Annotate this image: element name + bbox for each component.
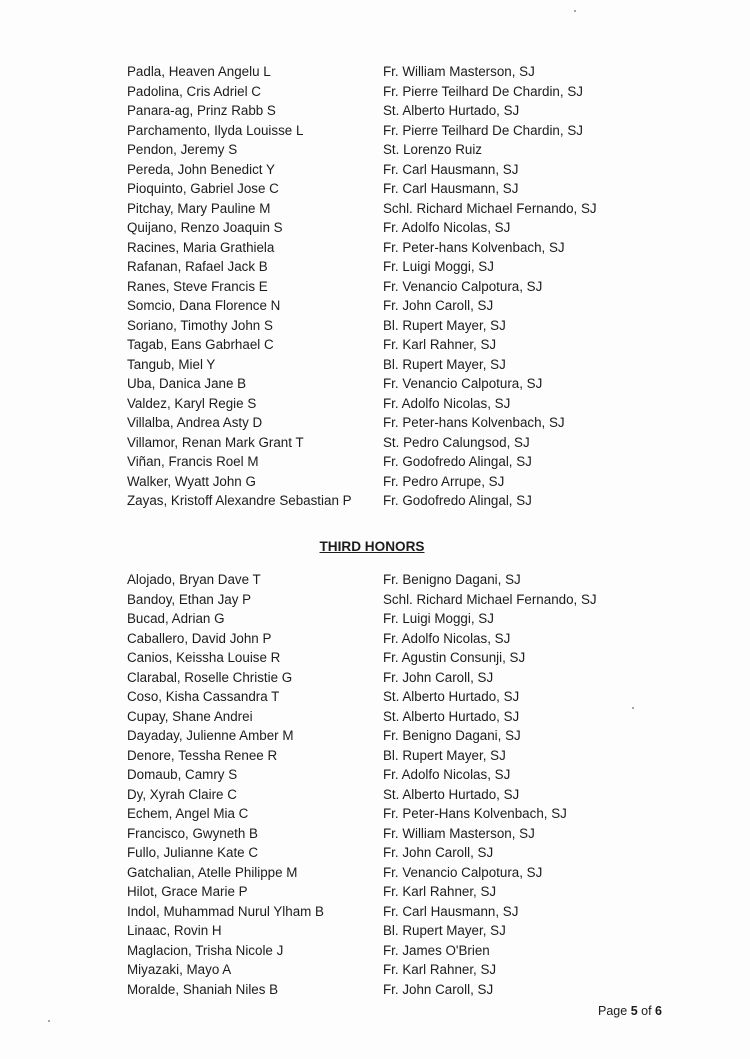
list-row [0, 160, 750, 180]
list-row [0, 316, 750, 336]
student-name: Canios, Keissha Louise R [127, 650, 281, 665]
student-name: Linaac, Rovin H [127, 923, 222, 938]
section-name: St. Lorenzo Ruiz [383, 142, 482, 157]
student-name: Dy, Xyrah Claire C [127, 786, 237, 802]
student-name: Valdez, Karyl Regie S [127, 395, 257, 411]
section-name: Fr. Venancio Calpotura, SJ [383, 278, 543, 294]
list-row [0, 433, 750, 453]
list-row [0, 590, 750, 610]
student-name: Alojado, Bryan Dave T [127, 572, 261, 587]
student-name: Walker, Wyatt John G [127, 473, 256, 489]
student-name: Tagab, Eans Gabrhael C [127, 337, 274, 352]
section-name: St. Pedro Calungsod, SJ [383, 434, 530, 450]
student-name: Coso, Kisha Cassandra T [127, 689, 280, 704]
student-name: Indol, Muhammad Nurul Ylham B [127, 903, 324, 919]
section-name: Fr. Venancio Calpotura, SJ [383, 864, 543, 880]
section-name: Fr. Karl Rahner, SJ [383, 337, 497, 352]
list-row [0, 570, 750, 590]
student-name: Denore, Tesshа Renee R [127, 747, 278, 763]
section-name: Fr. Benigno Dagani, SJ [383, 728, 521, 743]
student-name: Padolina, Cris Adriel C [127, 83, 261, 99]
section-name: Fr. Godofredo Alingal, SJ [383, 454, 532, 469]
section-name: St. Alberto Hurtado, SJ [383, 786, 520, 802]
section-name: Fr. Godofredo Alingal, SJ [383, 493, 532, 508]
list-row [0, 413, 750, 433]
student-name: Caballero, David John P [127, 630, 272, 646]
list-row [0, 765, 750, 785]
list-row [0, 394, 750, 414]
page-label: Page [598, 1004, 628, 1018]
student-name: Bandoy, Ethan Jay P [127, 591, 252, 607]
student-name: Cupay, Shane Andrei [127, 708, 253, 724]
list-row [0, 804, 750, 824]
section-name: Fr. Pedro Arrupe, SJ [383, 473, 505, 489]
list-row [0, 726, 750, 746]
student-name: Zayas, Kristoff Alexandre Sebastian P [127, 493, 352, 508]
section-name: Fr. Luigi Moggi, SJ [383, 259, 494, 274]
section-name: Fr. Peter-Hans Kolvenbach, SJ [383, 806, 567, 821]
student-name: Moralde, Shaniah Niles B [127, 981, 279, 997]
list-row [0, 101, 750, 121]
list-row [0, 668, 750, 688]
list-row [0, 687, 750, 707]
list-row [0, 863, 750, 883]
list-row [0, 746, 750, 766]
section-name: St. Alberto Hurtado, SJ [383, 103, 520, 118]
section-name: Fr. Carl Hausmann, SJ [383, 903, 519, 919]
section-name: Fr. John Caroll, SJ [383, 845, 494, 860]
list-row [0, 960, 750, 980]
student-name: Racines, Maria Grathiela [127, 239, 275, 255]
section-name: St. Alberto Hurtado, SJ [383, 689, 520, 704]
section-name: Fr. Benigno Dagani, SJ [383, 572, 521, 587]
section-name: Fr. William Masterson, SJ [383, 825, 535, 841]
section-name: Fr. James O'Brien [383, 942, 490, 958]
section-name: Schl. Richard Michael Fernando, SJ [383, 591, 597, 607]
section-name: Fr. Peter-hans Kolvenbach, SJ [383, 415, 565, 430]
list-row [0, 296, 750, 316]
list-row [0, 707, 750, 727]
page-total: 6 [655, 1004, 662, 1018]
list-row [0, 355, 750, 375]
page-of: of [641, 1004, 652, 1018]
scan-speck [574, 10, 576, 12]
section-name: Fr. Carl Hausmann, SJ [383, 181, 519, 196]
section-name: Fr. Luigi Moggi, SJ [383, 611, 494, 626]
section-name: Fr. Agustin Consunji, SJ [383, 650, 526, 665]
list-row [0, 648, 750, 668]
student-name: Viñan, Francis Roel M [127, 454, 259, 469]
section-name: Fr. Adolfo Nicolas, SJ [383, 767, 511, 782]
section-name: Bl. Rupert Mayer, SJ [383, 747, 506, 763]
student-name: Echem, Angel Mia C [127, 806, 249, 821]
section-name: Fr. Carl Hausmann, SJ [383, 161, 519, 177]
student-name: Somcio, Dana Florence N [127, 298, 281, 313]
section-name: Fr. Karl Rahner, SJ [383, 962, 497, 977]
section-name: Bl. Rupert Mayer, SJ [383, 317, 506, 333]
list-row [0, 335, 750, 355]
student-name: Soriano, Timothy John S [127, 317, 273, 333]
list-row [0, 980, 750, 1000]
student-name: Maglacion, Trisha Nicole J [127, 942, 284, 958]
student-name: Padla, Heaven Angelu L [127, 64, 271, 79]
student-name: Panara-ag, Prinz Rabb S [127, 103, 276, 118]
list-row [0, 218, 750, 238]
list-row [0, 238, 750, 258]
student-name: Pendon, Jeremy S [127, 142, 238, 157]
student-name: Pioquinto, Gabriel Jose C [127, 181, 279, 196]
third-honors-heading: THIRD HONORS [319, 539, 425, 554]
student-name: Bucad, Adrian G [127, 611, 225, 626]
list-row [0, 629, 750, 649]
page-number [598, 1004, 662, 1018]
student-name: Parchamento, Ilyda Louisse L [127, 122, 304, 138]
student-name: Hilot, Grace Marie P [127, 884, 248, 899]
scan-speck [632, 707, 634, 709]
list-row [0, 941, 750, 961]
list-row [0, 609, 750, 629]
student-name: Domaub, Camry S [127, 767, 238, 782]
section-name: Fr. John Caroll, SJ [383, 669, 494, 685]
list-row [0, 374, 750, 394]
section-name: Fr. Karl Rahner, SJ [383, 884, 497, 899]
student-name: Dayaday, Julienne Amber M [127, 728, 294, 743]
section-name: Bl. Rupert Mayer, SJ [383, 356, 506, 372]
scan-speck [48, 1020, 50, 1022]
list-row [0, 785, 750, 805]
section-name: Schl. Richard Michael Fernando, SJ [383, 200, 597, 216]
section-name: Fr. Adolfo Nicolas, SJ [383, 630, 511, 646]
student-name: Pitchay, Mary Pauline M [127, 200, 271, 216]
student-name: Villamor, Renan Mark Grant T [127, 434, 304, 450]
list-row [0, 179, 750, 199]
list-row [0, 199, 750, 219]
section-name: Fr. William Masterson, SJ [383, 64, 535, 79]
list-row [0, 491, 750, 511]
list-row [0, 452, 750, 472]
student-name: Tangub, Miel Y [127, 356, 216, 372]
list-row [0, 62, 750, 82]
student-name: Ranes, Steve Francis E [127, 278, 268, 294]
student-name: Francisco, Gwyneth B [127, 825, 258, 841]
section-name: Fr. Venancio Calpotura, SJ [383, 376, 543, 391]
list-row [0, 921, 750, 941]
section-name: Fr. John Caroll, SJ [383, 981, 494, 997]
honors-list-continued [0, 62, 750, 511]
student-name: Gatchalian, Atelle Philippe M [127, 864, 298, 880]
section-name: Fr. Peter-hans Kolvenbach, SJ [383, 239, 565, 255]
student-name: Quijano, Renzo Joaquin S [127, 220, 283, 235]
section-name: Fr. John Caroll, SJ [383, 298, 494, 313]
list-row [0, 843, 750, 863]
list-row [0, 902, 750, 922]
student-name: Villalba, Andrea Asty D [127, 415, 263, 430]
list-row [0, 140, 750, 160]
page-current: 5 [630, 1004, 638, 1018]
student-name: Pereda, John Benedict Y [127, 161, 275, 177]
list-row [0, 121, 750, 141]
student-name: Rafanan, Rafael Jack B [127, 259, 268, 274]
section-name: Fr. Pierre Teilhard De Chardin, SJ [383, 83, 583, 99]
list-row [0, 82, 750, 102]
section-name: Bl. Rupert Mayer, SJ [383, 923, 506, 938]
student-name: Clarabal, Roselle Christie G [127, 669, 293, 685]
list-row [0, 277, 750, 297]
list-row [0, 257, 750, 277]
student-name: Miyazaki, Mayo A [127, 962, 232, 977]
list-row [0, 824, 750, 844]
section-name: St. Alberto Hurtado, SJ [383, 708, 520, 724]
third-honors-list [0, 570, 750, 999]
student-name: Uba, Danica Jane B [127, 376, 247, 391]
section-name: Fr. Adolfo Nicolas, SJ [383, 220, 511, 235]
section-name: Fr. Adolfo Nicolas, SJ [383, 395, 511, 411]
list-row [0, 472, 750, 492]
section-name: Fr. Pierre Teilhard De Chardin, SJ [383, 122, 583, 138]
list-row [0, 882, 750, 902]
student-name: Fullo, Julianne Kate C [127, 845, 259, 860]
